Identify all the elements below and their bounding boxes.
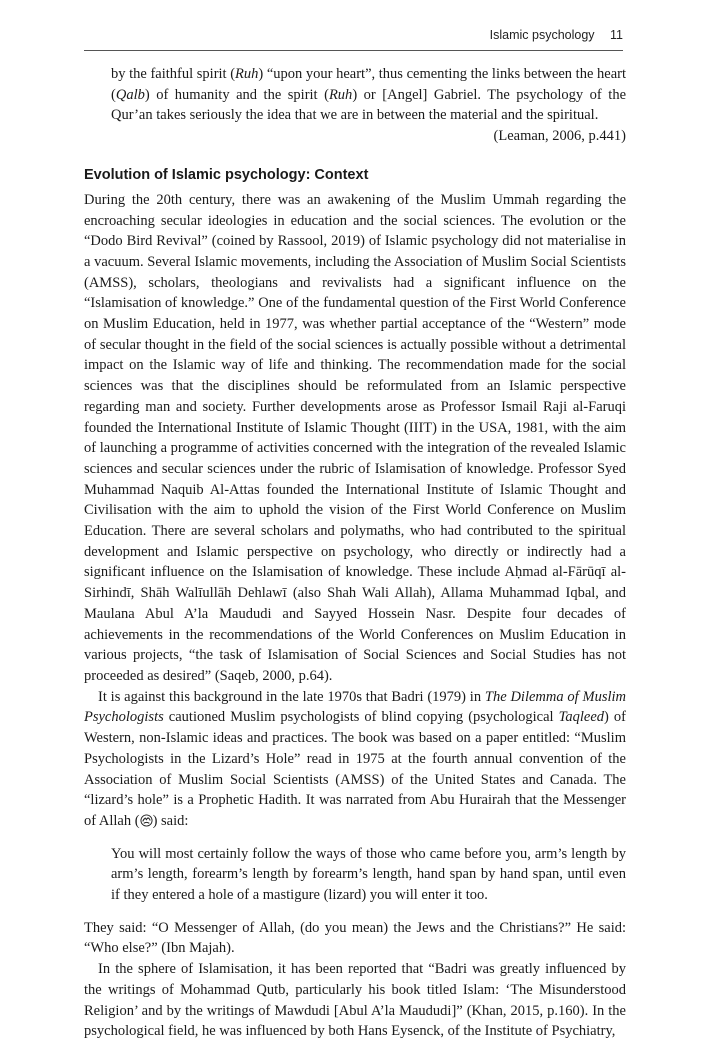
paragraph-islamisation: In the sphere of Islamisation, it has been reported that “Badri was greatly influenced by the writings of Mohammad Qutb, particularly his book titled Islam: ‘The Misunderstood Religion’ and by the writings of Mawdudi [Abul A’la Maududi]” (Khan, 2015, p.160). In the psychological field, he was influenced by both Hans Eysenck, of the Institute of Psychiatry,: [84, 961, 626, 1040]
paragraph-reply: They said: “O Messenger of Allah, (do you mean) the Jews and the Christians?” He said: “Who else?” (Ibn Majah).: [84, 919, 626, 957]
running-head: [84, 28, 623, 42]
page-number: 11: [610, 28, 623, 42]
salawat-seal-icon: [140, 814, 153, 827]
section-heading: Evolution of Islamic psychology: Context: [84, 166, 369, 183]
paragraph-badri: It is against this background in the late 1970s that Badri (1979) in The Dilemma of Muslim Psychologists cautioned Muslim psychologists of blind copying (psychological Taqleed) of Western, non-Islamic ideas and practices. The book was based on a paper entitled: “Muslim Psychologists in the Lizard’s Hole” read in 1975 at the fourth annual convention of the Association of Muslim Social Scientists (AMSS) of the United States and Canada. The “lizard’s hole” is a Prophetic Hadith. It was narrated from Abu Hurairah that the Messenger of Allah ( ) said:: [84, 688, 627, 829]
running-head-title: Islamic psychology: [489, 28, 595, 42]
block-quote-leaman: by the faithful spirit (Ruh) “upon your heart”, thus cementing the links between the heart (Qalb) of humanity and the spirit (Ruh) or [Angel] Gabriel. The psychology of the Qur’an takes seriously the idea that we are in between the material and the spiritual.: [111, 66, 627, 124]
quote-citation: (Leaman, 2006, p.441): [493, 128, 626, 145]
block-quote-hadith: You will most certainly follow the ways of those who came before you, arm’s length by arm’s length, forearm’s length by forearm’s length, hand span by hand span, until even if they entered a hole of a mastigure (lizard) you will enter it too.: [111, 845, 626, 904]
page-body: [84, 64, 626, 1042]
paragraph-context: During the 20th century, there was an awakening of the Muslim Ummah regarding the encroaching secular ideologies in education and the social sciences. The evolution or the “Dodo Bird Revival” (coined by Rassool, 2019) of Islamic psychology did not materialise in a vacuum. Several Islamic movements, including the Association of Muslim Social Scientists (AMSS), scholars, theologians and revivalists had a significant influence on the “Islamisation of knowledge.” One of the fundamental question of the First World Conference on Muslim Education, held in 1977, was whether partial acceptance of the “Western” mode of secular thought in the field of the social sciences is actually possible without a detrimental impact on the Islamic way of life and thinking. The recommendation made for the social sciences was that the disciplines should be reformulated from an Islamic perspective regarding man and society. Further developments arose as Professor Ismail Raji al-Faruqi founded the International Institute of Islamic Thought (IIIT) in the USA, 1981, with the aim of launching a programme of activities concerned with the integration of the revealed Islamic sciences and secular sciences under the rubric of Islamisation of knowledge. Professor Syed Muhammad Naquib Al-Attas founded the International Institute of Islamic Thought and Civilisation with the aim to uphold the vision of the First World Conference on Muslim Education. There are several scholars and polymaths, who had contributed to the spiritual development and Islamic perspective on psychology, who directly or indirectly had a significant influence on the Islamisation of knowledge. These include Aḥmad al-Fārūqī al-Sirhindī, Shāh Walīullāh Dehlawī (also Shah Wali Allah), Allama Muhammad Iqbal, and Maulana Abul A’la Maududi and Sayyed Hossein Nasr. Despite four decades of achievements in the recommendations of the World Conferences on Muslim Education in various projects, “the task of Islamisation of Social Sciences and Social Studies has not proceeded as desired” (Saqeb, 2000, p.64).: [84, 191, 626, 684]
header-rule: [84, 50, 623, 51]
